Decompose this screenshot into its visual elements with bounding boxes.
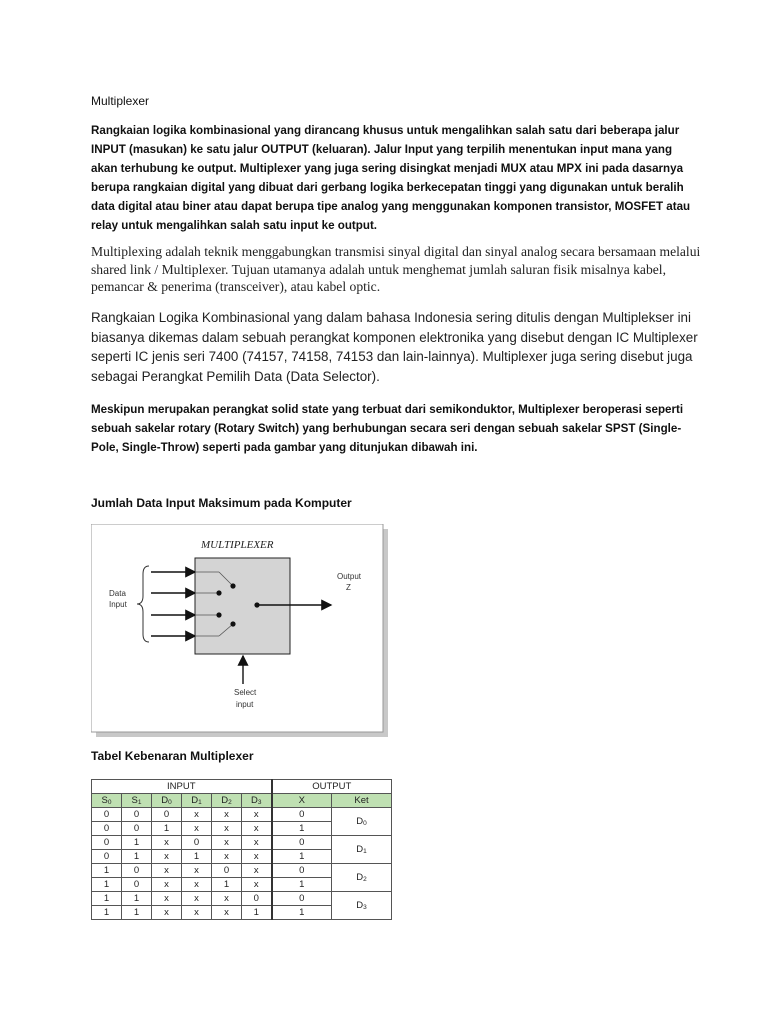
document-title: Multiplexer xyxy=(91,94,150,108)
cell-input: 1 xyxy=(242,906,272,920)
col-header-input: D2 xyxy=(212,794,242,808)
cell-output-x: 0 xyxy=(272,892,332,906)
cell-output-x: 1 xyxy=(272,822,332,836)
cell-input: 1 xyxy=(122,836,152,850)
contact-dot-3 xyxy=(230,621,235,626)
cell-input: 1 xyxy=(92,878,122,892)
col-header-input: D0 xyxy=(152,794,182,808)
cell-ket: D2 xyxy=(332,864,392,892)
cell-ket: D3 xyxy=(332,892,392,920)
contact-dot-1 xyxy=(216,590,221,595)
section-heading-max-input: Jumlah Data Input Maksimum pada Komputer xyxy=(91,496,352,510)
group-header-output: OUTPUT xyxy=(272,780,392,794)
paragraph-definition: Rangkaian logika kombinasional yang dirancang khusus untuk mengalihkan salah satu dari beberapa jalur INPUT (masukan) ke satu jalur OUTPUT (keluaran). Jalur Input yang terpilih menentukan input mana yang akan terhubung ke output. Multiplexer yang juga sering disingkat menjadi MUX atau MPX ini pada dasarnya berupa rangkaian digital yang dibuat dari gerbang logika berkecepatan tinggi yang digunakan untuk beralih data digital atau biner atau dapat berupa tipe analog yang menggunakan komponen transistor, MOSFET atau relay untuk mengalihkan salah satu input ke output. xyxy=(91,124,691,232)
cell-input: 0 xyxy=(122,864,152,878)
cell-input: 1 xyxy=(152,822,182,836)
group-header-input: INPUT xyxy=(92,780,272,794)
cell-input: 0 xyxy=(92,836,122,850)
col-header-input: S0 xyxy=(92,794,122,808)
paragraph-rotary-switch: Meskipun merupakan perangkat solid state yang terbuat dari semikonduktor, Multiplexer beroperasi seperti sebuah sakelar rotary (Rotary Switch) yang berhubungan secara seri dengan sebuah sakelar SPST (Single-Pole, Single-Throw) seperti pada gambar yang ditunjukan dibawah ini. xyxy=(91,403,684,454)
cell-output-x: 1 xyxy=(272,878,332,892)
cell-input: x xyxy=(242,864,272,878)
contact-dot-2 xyxy=(216,612,221,617)
cell-input: 1 xyxy=(92,864,122,878)
col-header-input: D3 xyxy=(242,794,272,808)
cell-input: 1 xyxy=(212,878,242,892)
cell-input: 0 xyxy=(92,808,122,822)
table-row xyxy=(92,808,392,822)
cell-input: x xyxy=(152,836,182,850)
truth-table-body xyxy=(92,808,392,920)
cell-ket: D0 xyxy=(332,808,392,836)
data-input-label-line1: Data xyxy=(109,589,126,598)
cell-input: 0 xyxy=(182,836,212,850)
cell-input: 0 xyxy=(92,822,122,836)
data-input-label-line2: Input xyxy=(109,600,127,609)
output-label-line2: Z xyxy=(346,583,351,592)
cell-input: x xyxy=(212,892,242,906)
cell-ket: D1 xyxy=(332,836,392,864)
cell-input: x xyxy=(152,892,182,906)
cell-input: x xyxy=(242,878,272,892)
cell-input: x xyxy=(182,822,212,836)
cell-input: x xyxy=(182,878,212,892)
select-label-line1: Select xyxy=(234,688,257,697)
cell-input: 1 xyxy=(122,892,152,906)
paragraph-multiplexing: Multiplexing adalah teknik menggabungkan transmisi sinyal digital dan sinyal analog secara bersamaan melalui shared link / Multiplexer. Tujuan utamanya adalah untuk menghemat jumlah saluran fisik misalnya kabel, pemancar & penerima (transceiver), atau kabel optic. xyxy=(91,244,701,295)
cell-input: 0 xyxy=(212,864,242,878)
contact-dot-0 xyxy=(230,583,235,588)
truth-table xyxy=(91,779,392,920)
cell-input: 1 xyxy=(122,906,152,920)
diagram-title: MULTIPLEXER xyxy=(201,539,274,551)
cell-input: 1 xyxy=(92,892,122,906)
cell-input: 0 xyxy=(122,808,152,822)
table-row xyxy=(92,836,392,850)
table-row xyxy=(92,864,392,878)
cell-input: 1 xyxy=(92,906,122,920)
cell-input: x xyxy=(152,864,182,878)
cell-input: x xyxy=(242,822,272,836)
cell-input: x xyxy=(182,906,212,920)
cell-input: x xyxy=(182,808,212,822)
cell-output-x: 0 xyxy=(272,864,332,878)
cell-input: x xyxy=(242,836,272,850)
cell-input: 1 xyxy=(122,850,152,864)
cell-input: x xyxy=(152,850,182,864)
multiplexer-diagram xyxy=(91,524,389,738)
cell-input: x xyxy=(242,808,272,822)
cell-input: x xyxy=(212,906,242,920)
cell-input: 0 xyxy=(242,892,272,906)
mux-box xyxy=(195,558,290,654)
cell-input: x xyxy=(182,864,212,878)
cell-output-x: 1 xyxy=(272,850,332,864)
select-label-line2: input xyxy=(236,700,254,709)
cell-input: x xyxy=(152,878,182,892)
table-row xyxy=(92,892,392,906)
cell-input: x xyxy=(182,892,212,906)
cell-input: 1 xyxy=(182,850,212,864)
cell-input: x xyxy=(212,822,242,836)
cell-input: 0 xyxy=(152,808,182,822)
cell-input: x xyxy=(212,850,242,864)
cell-input: 0 xyxy=(92,850,122,864)
output-label-line1: Output xyxy=(337,572,362,581)
cell-input: x xyxy=(152,906,182,920)
paragraph-ic-multiplexer: Rangkaian Logika Kombinasional yang dalam bahasa Indonesia sering ditulis dengan Multiplekser ini biasanya dikemas dalam sebuah perangkat komponen elektronika yang disebut dengan IC Multiplexer seperti IC jenis seri 7400 (74157, 74158, 74153 dan lain-lainnya). Multiplexer juga sering disebut juga sebagai Perangkat Pemilih Data (Data Selector). xyxy=(91,310,698,384)
cell-output-x: 0 xyxy=(272,808,332,822)
cell-input: x xyxy=(242,850,272,864)
cell-input: x xyxy=(212,808,242,822)
cell-input: x xyxy=(212,836,242,850)
col-header-ket: Ket xyxy=(332,794,392,808)
cell-input: 0 xyxy=(122,822,152,836)
cell-output-x: 0 xyxy=(272,836,332,850)
cell-output-x: 1 xyxy=(272,906,332,920)
cell-input: 0 xyxy=(122,878,152,892)
col-header-input: D1 xyxy=(182,794,212,808)
section-heading-truth-table: Tabel Kebenaran Multiplexer xyxy=(91,749,254,763)
col-header-x: X xyxy=(272,794,332,808)
col-header-input: S1 xyxy=(122,794,152,808)
